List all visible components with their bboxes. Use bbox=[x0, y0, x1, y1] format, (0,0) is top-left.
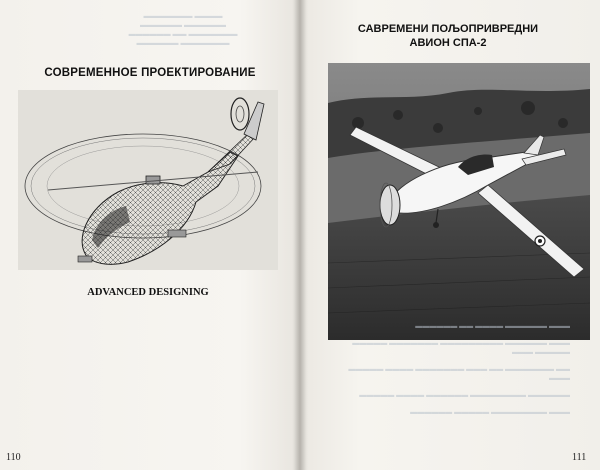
right-page-heading bbox=[318, 22, 578, 50]
page-number-left: 110 bbox=[6, 452, 21, 463]
left-page-heading: СОВРЕМЕННОЕ ПРОЕКТИРОВАНИЕ bbox=[44, 67, 256, 79]
page-number-right: 111 bbox=[572, 452, 587, 463]
right-heading-line1: САВРЕМЕНИ ПОЉОПРИВРЕДНИ bbox=[357, 23, 539, 35]
aircraft-photo bbox=[328, 63, 590, 340]
left-page-caption: ADVANCED DESIGNING bbox=[87, 287, 209, 298]
right-page bbox=[300, 0, 600, 470]
right-heading-line2: АВИОН СПА-2 bbox=[409, 37, 487, 49]
helicopter-wireframe-image bbox=[18, 90, 278, 270]
show-through-text: ▬▬▬ ▬▬▬▬▬▬ ▬▬▬▬ ▬▬ ▬▬▬▬▬▬ ▬▬▬ ▬▬▬▬▬▬ ▬▬▬▬▬▬▬▬▬ ▬▬▬▬▬▬▬ ▬▬▬▬▬ ▬▬▬▬▬ ▬▬▬ ▬▬ ▬▬▬▬▬▬▬ ▬▬ ▬▬▬ ▬▬▬▬▬▬▬ ▬▬▬▬ ▬▬▬▬▬ ▬▬▬ ▬▬▬▬▬▬ ▬▬▬▬▬▬▬▬ ▬▬▬▬▬▬ ▬▬▬▬ ▬▬▬▬▬ ▬▬▬ ▬▬▬▬▬▬▬▬ ▬▬▬▬▬ ▬▬▬▬▬▬ bbox=[348, 323, 570, 416]
show-through-text: ▬▬▬▬ ▬▬▬▬▬▬▬ ▬▬▬▬▬▬ ▬▬▬▬▬▬ ▬▬▬▬▬▬▬ ▬▬ ▬▬▬▬▬▬ ▬▬▬▬▬▬▬ ▬▬▬▬▬▬ bbox=[128, 13, 238, 47]
